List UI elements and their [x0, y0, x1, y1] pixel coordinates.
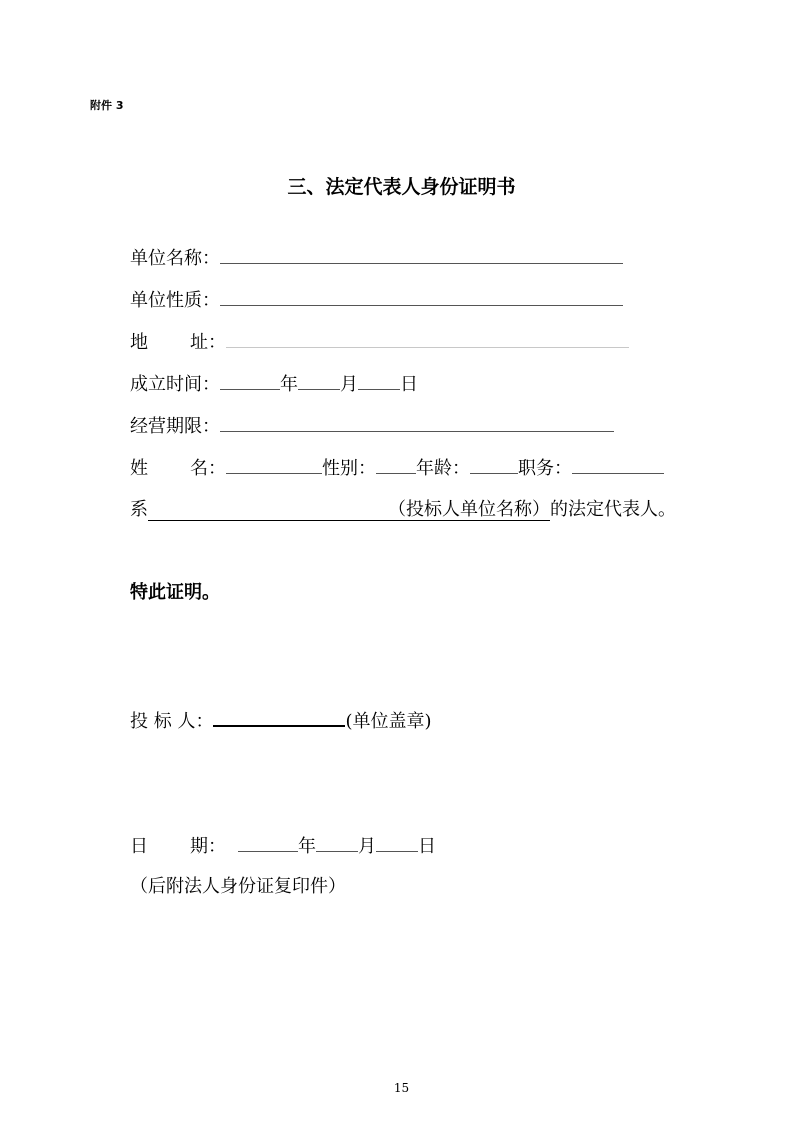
term-blank[interactable] — [220, 413, 614, 432]
date-month-label: 月 — [358, 836, 376, 857]
established-month-label: 月 — [340, 374, 358, 395]
address-blank[interactable] — [226, 329, 629, 348]
document-title: 三、法定代表人身份证明书 — [287, 176, 516, 198]
date-year-blank[interactable] — [238, 833, 298, 852]
position-blank[interactable] — [572, 455, 664, 474]
established-year-label: 年 — [280, 374, 298, 395]
unit-nature-blank[interactable] — [220, 287, 623, 306]
bidder-unit-name-blank[interactable] — [148, 497, 388, 515]
attachment-note: （后附法人身份证复印件） — [130, 876, 346, 897]
established-month-blank[interactable] — [298, 371, 340, 390]
bidder-seal: (单位盖章) — [345, 711, 432, 732]
date-day-label: 日 — [418, 836, 436, 857]
unit-name-row — [130, 245, 623, 269]
bidder-row — [130, 707, 432, 731]
unit-name-label: 单位名称： — [130, 248, 220, 269]
name-label-first: 姓 — [130, 458, 148, 479]
bidder-label: 投 标 人： — [130, 711, 214, 732]
term-label: 经营期限： — [130, 416, 220, 437]
name-blank[interactable] — [226, 455, 322, 474]
unit-name-blank[interactable] — [220, 245, 623, 264]
page-number: 15 — [393, 1081, 410, 1095]
established-label: 成立时间： — [130, 374, 220, 395]
date-day-blank[interactable] — [376, 833, 418, 852]
unit-nature-row — [130, 287, 623, 311]
age-blank[interactable] — [470, 455, 518, 474]
address-label-first: 地 — [130, 332, 148, 353]
representative-row — [130, 497, 676, 521]
term-row — [130, 413, 614, 437]
date-month-blank[interactable] — [316, 833, 358, 852]
is-suffix: 的法定代表人。 — [550, 499, 676, 520]
date-row — [130, 833, 436, 857]
established-year-blank[interactable] — [220, 371, 280, 390]
unit-nature-label: 单位性质： — [130, 290, 220, 311]
bidder-unit-name-underlined[interactable] — [148, 499, 550, 521]
address-label-second: 址： — [190, 332, 226, 353]
position-label: 职务： — [518, 458, 572, 479]
address-row — [130, 329, 629, 353]
date-label-second: 期： — [190, 836, 226, 857]
attachment-label: 附件 3 — [90, 99, 124, 112]
gender-blank[interactable] — [376, 455, 416, 474]
date-year-label: 年 — [298, 836, 316, 857]
date-label-first: 日 — [130, 836, 148, 857]
age-label: 年龄： — [416, 458, 470, 479]
gender-label: 性别： — [322, 458, 376, 479]
certify-text: 特此证明。 — [130, 582, 220, 603]
established-day-label: 日 — [400, 374, 418, 395]
bidder-unit-name-hint: （投标人单位名称） — [388, 499, 550, 520]
established-row — [130, 371, 418, 395]
bidder-blank[interactable] — [213, 707, 345, 727]
is-prefix: 系 — [130, 499, 148, 520]
person-row — [130, 455, 664, 479]
established-day-blank[interactable] — [358, 371, 400, 390]
name-label-second: 名： — [190, 458, 226, 479]
